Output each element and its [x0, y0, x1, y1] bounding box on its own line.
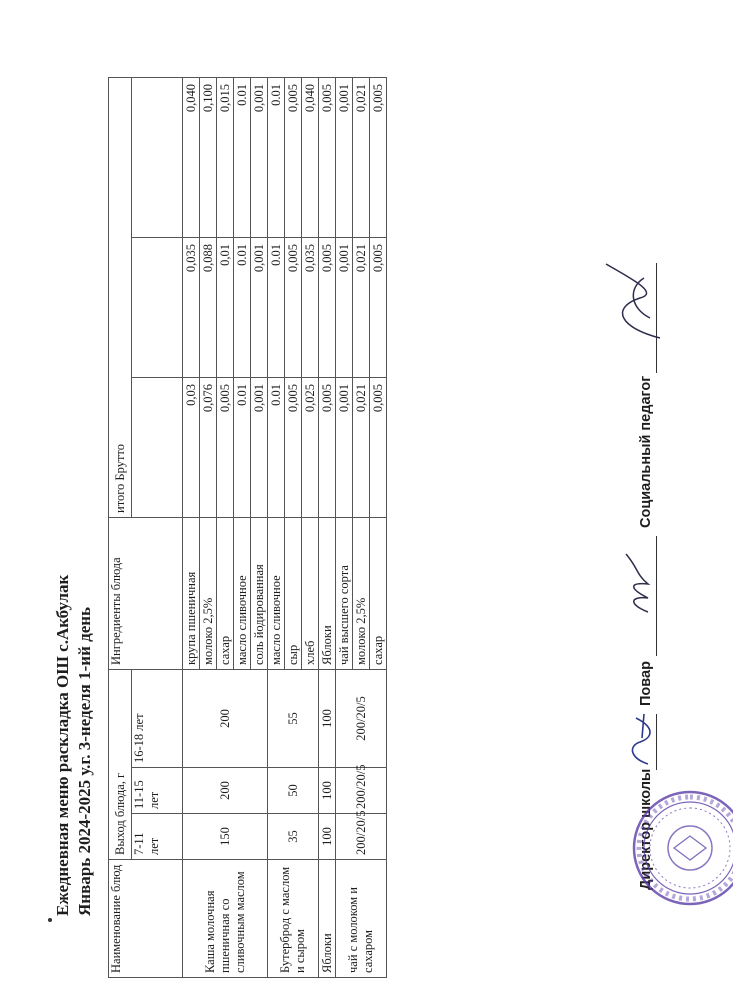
brutto-value: 0,001: [251, 378, 268, 518]
brutto-value: 0,005: [217, 378, 234, 518]
ingredient-name: Яблоки: [319, 518, 336, 670]
school-stamp: [630, 788, 733, 908]
brutto-value: 0,001: [336, 378, 353, 518]
scan-speck: [48, 918, 52, 922]
menu-table: [108, 77, 387, 978]
dish-output: 200: [183, 768, 268, 814]
blank-header: [132, 238, 183, 378]
ingredient-name: крупа пшеничная: [183, 518, 200, 670]
ingredient-name: сахар: [370, 518, 387, 670]
brutto-value: 0,005: [370, 78, 387, 238]
age-group-header: 7-11 лет: [132, 814, 183, 860]
ingredient-name: молоко 2,5%: [200, 518, 217, 670]
total-header: итого Брутто: [109, 78, 132, 518]
social-pedagogue-label: Социальный педагог: [638, 375, 654, 528]
dish-name: Каша молочная пшеничная со сливочным маслом: [183, 860, 268, 978]
brutto-value: 0,021: [353, 78, 370, 238]
dish-output: 100: [319, 768, 336, 814]
table-row: [183, 78, 200, 978]
brutto-value: 0,015: [217, 78, 234, 238]
ingredient-name: масло сливочное: [234, 518, 251, 670]
brutto-value: 0.01: [268, 378, 285, 518]
dish-output: 35: [268, 814, 319, 860]
signature-block: [560, 18, 680, 918]
brutto-value: 0,005: [285, 378, 302, 518]
dish-output: 100: [319, 814, 336, 860]
brutto-value: 0,040: [183, 78, 200, 238]
brutto-value: 0,035: [302, 238, 319, 378]
brutto-value: 0,005: [370, 238, 387, 378]
dish-name: чай с молоком и сахаром: [336, 860, 387, 978]
dish-output: 200/20/5: [336, 768, 387, 814]
table-row: [319, 78, 336, 978]
document-title: Ежедневная меню раскладка ОШ с.Акбулак: [53, 574, 72, 916]
dish-output: 200: [183, 670, 268, 768]
ingredients-header: Ингредиенты блюда: [109, 518, 183, 670]
dish-output: 150: [183, 814, 268, 860]
director-signature: [622, 708, 662, 768]
brutto-value: 0.01: [234, 378, 251, 518]
brutto-value: 0,005: [370, 378, 387, 518]
brutto-value: 0,040: [302, 78, 319, 238]
brutto-value: 0,076: [200, 378, 217, 518]
brutto-value: 0,001: [251, 78, 268, 238]
brutto-value: 0,001: [336, 78, 353, 238]
brutto-value: 0,100: [200, 78, 217, 238]
dish-name: Яблоки: [319, 860, 336, 978]
brutto-value: 0,088: [200, 238, 217, 378]
dish-output: 100: [319, 670, 336, 768]
brutto-value: 0.01: [234, 78, 251, 238]
ingredient-name: сыр: [285, 518, 302, 670]
brutto-value: 0,025: [302, 378, 319, 518]
brutto-value: 0,001: [336, 238, 353, 378]
table-row: [336, 78, 353, 978]
social-pedagogue-signature: [600, 258, 670, 348]
brutto-value: 0.01: [268, 238, 285, 378]
cook-signature: [618, 548, 662, 618]
ingredient-name: молоко 2,5%: [353, 518, 370, 670]
brutto-value: 0.01: [268, 78, 285, 238]
brutto-value: 0,001: [251, 238, 268, 378]
document-subtitle: Январь 2024-2025 у.г. 3-неделя 1-ий день: [75, 606, 94, 916]
ingredient-name: чай высшего сорта: [336, 518, 353, 670]
brutto-value: 0,021: [353, 238, 370, 378]
brutto-value: 0.01: [234, 238, 251, 378]
blank-header: [132, 378, 183, 518]
title-block: [52, 575, 96, 916]
header-row: [109, 78, 132, 978]
brutto-value: 0,005: [319, 238, 336, 378]
cook-label: Повар: [638, 661, 654, 706]
director-label: Директор школы: [638, 768, 654, 890]
ingredient-name: сахар: [217, 518, 234, 670]
dish-output: 200/20/5: [336, 814, 387, 860]
brutto-value: 0,005: [319, 78, 336, 238]
brutto-value: 0,03: [183, 378, 200, 518]
ingredient-name: хлеб: [302, 518, 319, 670]
brutto-value: 0,01: [217, 238, 234, 378]
dish-output: 55: [268, 670, 319, 768]
ingredient-name: масло сливочное: [268, 518, 285, 670]
brutto-value: 0,035: [183, 238, 200, 378]
dish-output: 50: [268, 768, 319, 814]
dish-header: Наименование блюд: [109, 860, 183, 978]
blank-header: [132, 78, 183, 238]
brutto-value: 0,005: [319, 378, 336, 518]
age-group-header: 16-18 лет: [132, 670, 183, 768]
brutto-value: 0,005: [285, 238, 302, 378]
table-row: [268, 78, 285, 978]
output-header: Выход блюда, г: [109, 670, 132, 860]
dish-output: 200/20/5: [336, 670, 387, 768]
brutto-value: 0,021: [353, 378, 370, 518]
menu-body: [183, 78, 387, 978]
ingredient-name: соль йодированная: [251, 518, 268, 670]
dish-name: Бутерброд с маслом и сыром: [268, 860, 319, 978]
age-group-header: 11-15 лет: [132, 768, 183, 814]
brutto-value: 0,005: [285, 78, 302, 238]
